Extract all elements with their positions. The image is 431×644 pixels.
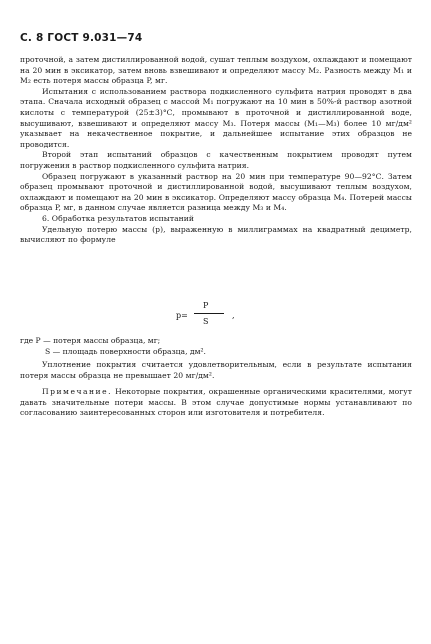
note-text: Некоторые покрытия, окрашенные органическими красителями, могут давать значительные потери массы. В этом случае допустимые нормы устанавливают по согласованию заинтересованных сторон или изготовителя и потребителя. bbox=[20, 387, 412, 418]
paragraph-7: Уплотнение покрытия считается удовлетворительным, если в результате испытания потеря массы образца не превышает 20 мг/дм². bbox=[20, 360, 412, 380]
formula-lhs: p= bbox=[176, 311, 188, 320]
paragraph-3: Второй этап испытаний образцов с качественным покрытием проводят путем погружения в раствор подкисленного сульфита натрия. bbox=[20, 150, 412, 170]
paragraph-4: Образец погружают в указанный раствор на 20 мин при температуре 90—92°С. Затем образец промывают проточной и дистиллированной водой, высушивают теплым воздухом, охлаждают и помещают на 20 мин в эксикатор. Определяют массу образца M₄. Потерей массы образца P, мг, в данном случае является разница между M₃ и M₄. bbox=[20, 171, 412, 213]
paragraph-1: проточной, а затем дистиллированной водой, сушат теплым воздухом, охлаждают и помещают на 20 мин в эксикатор, затем вновь взвешивают и определяют массу M₂. Разность между M₁ и M₂ есть потеря массы образца P, мг. bbox=[20, 55, 412, 86]
paragraph-6: Удельную потерю массы (p), выраженную в миллиграммах на квадратный дециметр, вычисляют по формуле bbox=[20, 224, 412, 245]
formula-comma: , bbox=[232, 311, 235, 320]
where-line-1: где P — потеря массы образца, мг; bbox=[20, 336, 161, 345]
text-block-top bbox=[20, 55, 412, 246]
paragraph-2: Испытания с использованием раствора подкисленного сульфита натрия проводят в два этапа. Сначала исходный образец с массой M₁ погружают на 10 мин в 50%-й раствор азотной кислоты с температурой (25±3)°С, промывают в проточной и дистиллированной воде, высушивают, взвешивают и определяют массу M₃. Потеря массы (M₁—M₃) более 10 мг/дм² указывает на некачественное покрытие, и дальнейшее испытание этих образцов не проводится. bbox=[20, 86, 412, 149]
formula bbox=[176, 301, 256, 331]
where-line-2: S — площадь поверхности образца, дм². bbox=[45, 347, 206, 356]
page-header: С. 8 ГОСТ 9.031—74 bbox=[20, 32, 143, 44]
formula-denominator: S bbox=[203, 317, 209, 326]
note-label: Примечание. bbox=[42, 387, 113, 397]
note bbox=[20, 387, 412, 419]
formula-numerator: P bbox=[203, 301, 209, 310]
fraction-bar bbox=[194, 313, 224, 314]
text-block-bottom bbox=[20, 360, 412, 419]
section-heading: 6. Обработка результатов испытаний bbox=[42, 213, 195, 223]
